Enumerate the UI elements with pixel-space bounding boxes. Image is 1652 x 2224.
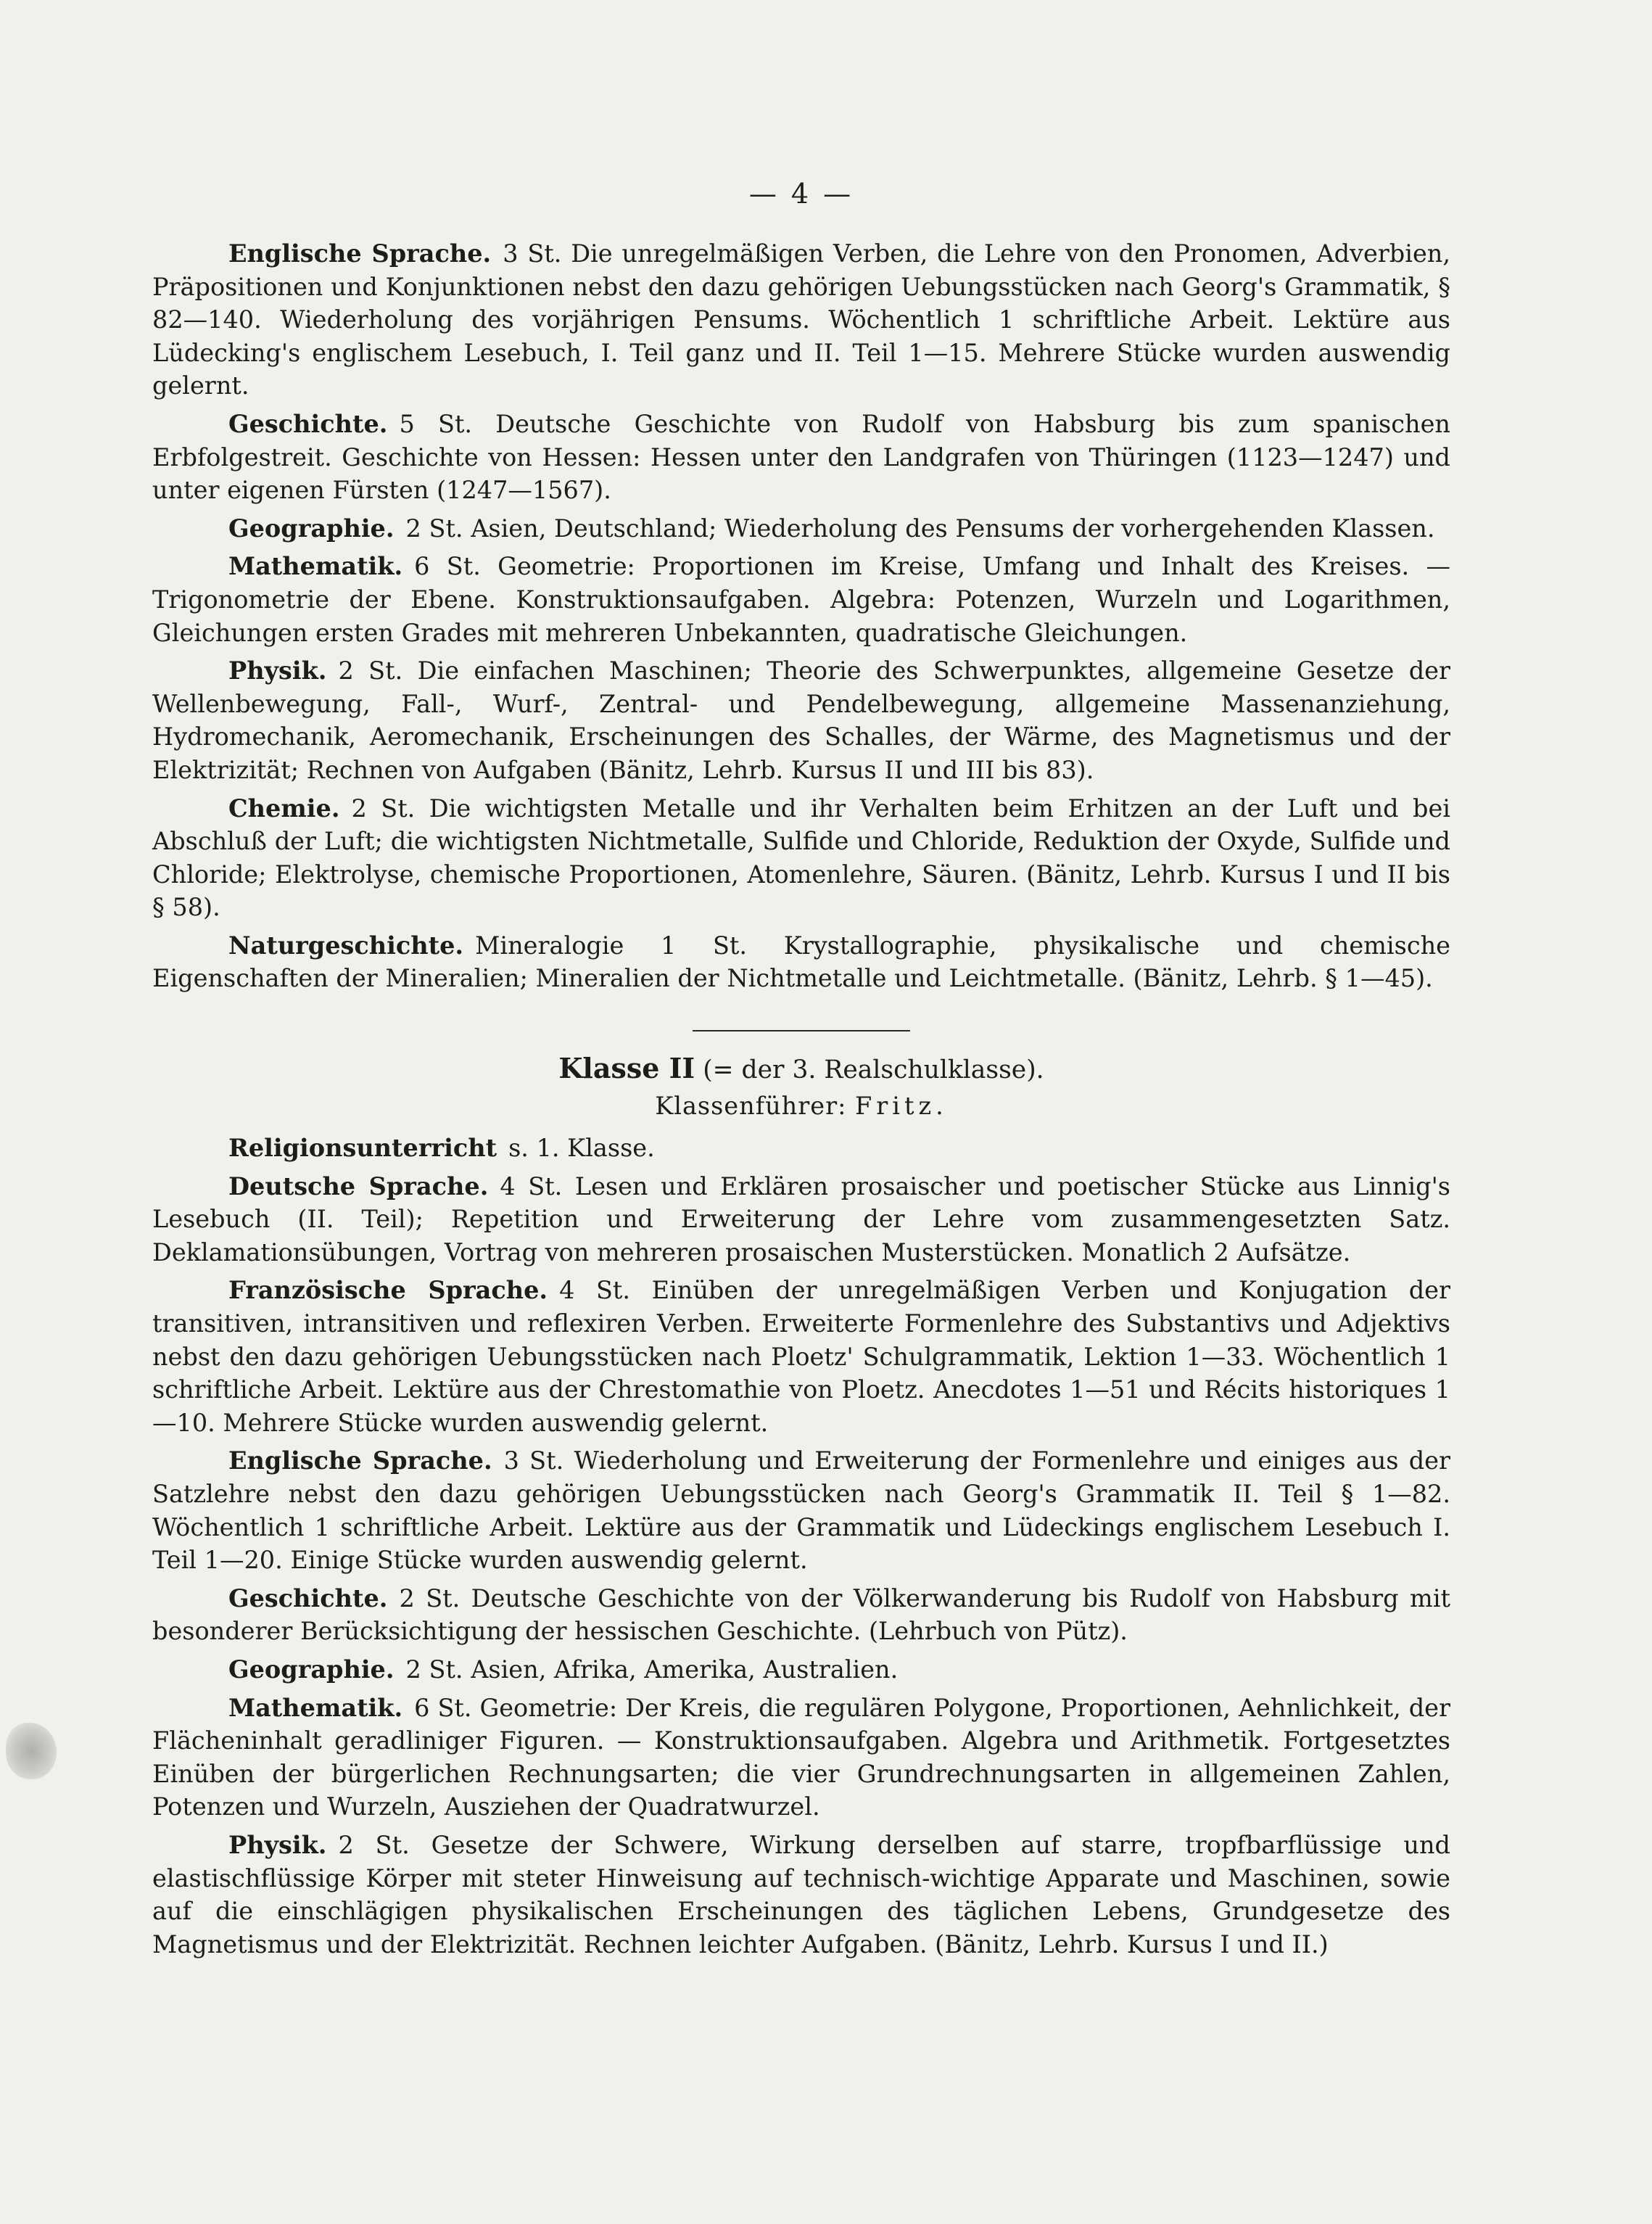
entry-geographie-2 (152, 1653, 1450, 1686)
entry-text: 2 St. Die einfachen Maschinen; Theorie des Schwerpunktes, allgemeine Gesetze der Wellenbewegung, Fall-, Wurf-, Zentral- und Pendelbewegung, allgemeine Massenanziehung, Hydromechanik, Aeromechanik, Erscheinungen des Schalles, der Wärme, des Magnetismus und der Elektrizität; Rechnen von Aufgaben (Bänitz, Lehrb. Kursus II und III bis 83). (152, 656, 1450, 784)
class-2-heading (152, 1052, 1450, 1084)
entry-text: 3 St. Die unregelmäßigen Verben, die Lehre von den Pronomen, Adverbien, Präpositionen und Konjunktionen nebst den dazu gehörigen Uebungsstücken nach Georg's Grammatik, § 82—140. Wiederholung des vorjährigen Pensums. Wöchentlich 1 schriftliche Arbeit. Lektüre aus Lüdecking's englischem Lesebuch, I. Teil ganz und II. Teil 1—15. Mehrere Stücke wurden auswendig gelernt. (152, 239, 1450, 400)
entry-text: 6 St. Geometrie: Proportionen im Kreise, Umfang und Inhalt des Kreises. — Trigonometrie der Ebene. Konstruktionsaufgaben. Algebra: Potenzen, Wurzeln und Logarithmen, Gleichungen ersten Grades mit mehreren Unbekannten, quadratische Gleichungen. (152, 552, 1450, 647)
entry-chemie-1 (152, 792, 1450, 924)
subject-heading: Englische Sprache. (228, 239, 492, 268)
subject-heading: Naturgeschichte. (228, 931, 464, 960)
entry-geschichte-2 (152, 1582, 1450, 1648)
entry-text: 5 St. Deutsche Geschichte von Rudolf von Habsburg bis zum spanischen Erbfolgestreit. Geschichte von Hessen: Hessen unter den Landgrafen von Thüringen (1123—1247) und unter eigenen Fürsten (1247—1567). (152, 409, 1450, 505)
subject-heading: Physik. (228, 656, 327, 685)
section-divider (693, 1030, 910, 1031)
entry-mathematik-1 (152, 550, 1450, 649)
entry-physik-1 (152, 654, 1450, 786)
subject-heading: Geographie. (228, 514, 395, 543)
teacher-name: Fritz. (855, 1092, 948, 1121)
entry-deutsche-sprache-2 (152, 1170, 1450, 1269)
entry-text: Mineralogie 1 St. Krystallographie, physikalische und chemische Eigenschaften der Mineralien; Mineralien der Nichtmetalle und Leichtmetalle. (Bänitz, Lehrb. § 1—45). (152, 931, 1450, 993)
document-page (152, 178, 1450, 2136)
class-2-name: Klasse II (558, 1052, 695, 1085)
entry-religionsunterricht-2 (152, 1132, 1450, 1165)
subject-heading: Geschichte. (228, 1583, 388, 1613)
entry-text: 2 St. Asien, Deutschland; Wiederholung des Pensums der vorhergehenden Klassen. (405, 514, 1435, 543)
entry-text: 4 St. Einüben der unregelmäßigen Verben und Konjugation der transitiven, intransitiven und reflexiren Verben. Erweiterte Formenlehre des Substantivs und Adjektivs nebst den dazu gehörigen Uebungsstücken nach Ploetz' Schulgrammatik, Lektion 1—33. Wöchentlich 1 schriftliche Arbeit. Lektüre aus der Chrestomathie von Ploetz. Anecdotes 1—51 und Récits historiques 1—10. Mehrere Stücke wurden auswendig gelernt. (152, 1276, 1451, 1437)
entry-text: 2 St. Deutsche Geschichte von der Völkerwanderung bis Rudolf von Habsburg mit besonderer Berücksichtigung der hessischen Geschichte. (Lehrbuch von Pütz). (152, 1583, 1450, 1646)
section-class-1-continued (152, 237, 1450, 995)
subject-heading: Deutsche Sprache. (228, 1171, 489, 1200)
teacher-label: Klassenführer: (655, 1092, 847, 1121)
subject-heading: Geographie. (228, 1655, 395, 1684)
subject-heading: Mathematik. (228, 552, 403, 581)
subject-heading: Mathematik. (228, 1693, 403, 1722)
subject-heading: Chemie. (228, 794, 340, 823)
class-2-teacher (152, 1092, 1450, 1120)
entry-text: 2 St. Die wichtigsten Metalle und ihr Verhalten beim Erhitzen an der Luft und bei Abschluß der Luft; die wichtigsten Nichtmetalle, Sulfide und Chloride, Reduktion der Oxyde, Sulfide und Chloride; Elektrolyse, chemische Proportionen, Atomenlehre, Säuren. (Bänitz, Lehrb. Kursus I und II bis § 58). (152, 794, 1450, 922)
class-2-equivalence: (= der 3. Realschulklasse). (703, 1055, 1044, 1085)
entry-text: 2 St. Gesetze der Schwere, Wirkung derselben auf starre, tropfbarflüssige und elastischflüssige Körper mit steter Hinweisung auf technisch-wichtige Apparate und Maschinen, sowie auf die einschlägigen physikalischen Erscheinungen des täglichen Lebens, Grundgesetze des Magnetismus und der Elektrizität. Rechnen leichter Aufgaben. (Bänitz, Lehrb. Kursus I und II.) (152, 1830, 1450, 1959)
entry-text: s. 1. Klasse. (508, 1134, 655, 1163)
subject-heading: Religionsunterricht (228, 1134, 497, 1163)
entry-text: 2 St. Asien, Afrika, Amerika, Australien. (405, 1655, 899, 1684)
entry-text: 4 St. Lesen und Erklären prosaischer und poetischer Stücke aus Linnig's Lesebuch (II. Teil); Repetition und Erweiterung der Lehre vom zusammengesetzten Satz. Deklamationsübungen, Vortrag von mehreren prosaischen Musterstücken. Monatlich 2 Aufsätze. (152, 1171, 1450, 1267)
entry-text: 3 St. Wiederholung und Erweiterung der Formenlehre und einiges aus der Satzlehre nebst den dazu gehörigen Uebungsstücken nach Georg's Grammatik II. Teil § 1—82. Wöchentlich 1 schriftliche Arbeit. Lektüre aus der Grammatik und Lüdeckings englischem Lesebuch I. Teil 1—20. Einige Stücke wurden auswendig gelernt. (152, 1446, 1450, 1575)
entry-englische-sprache-2 (152, 1444, 1450, 1576)
entry-geographie-1 (152, 512, 1450, 545)
entry-physik-2 (152, 1829, 1450, 1961)
entry-geschichte-1 (152, 408, 1450, 507)
page-number: — 4 — (748, 178, 854, 210)
entry-franzoesische-sprache-2 (152, 1274, 1450, 1439)
subject-heading: Französische Sprache. (228, 1276, 548, 1305)
subject-heading: Englische Sprache. (228, 1446, 492, 1475)
page-smudge (6, 1723, 57, 1779)
entry-text: 6 St. Geometrie: Der Kreis, die regulären Polygone, Proportionen, Aehnlichkeit, der Flächeninhalt geradliniger Figuren. — Konstruktionsaufgaben. Algebra und Arithmetik. Fortgesetztes Einüben der bürgerlichen Rechnungsarten; die vier Grundrechnungsarten in allgemeinen Zahlen, Potenzen und Wurzeln, Ausziehen der Quadratwurzel. (152, 1693, 1450, 1821)
section-class-2 (152, 1132, 1450, 1961)
entry-englische-sprache-1 (152, 237, 1450, 403)
entry-naturgeschichte-1 (152, 929, 1450, 995)
subject-heading: Geschichte. (228, 409, 388, 438)
subject-heading: Physik. (228, 1830, 327, 1859)
entry-mathematik-2 (152, 1692, 1450, 1824)
